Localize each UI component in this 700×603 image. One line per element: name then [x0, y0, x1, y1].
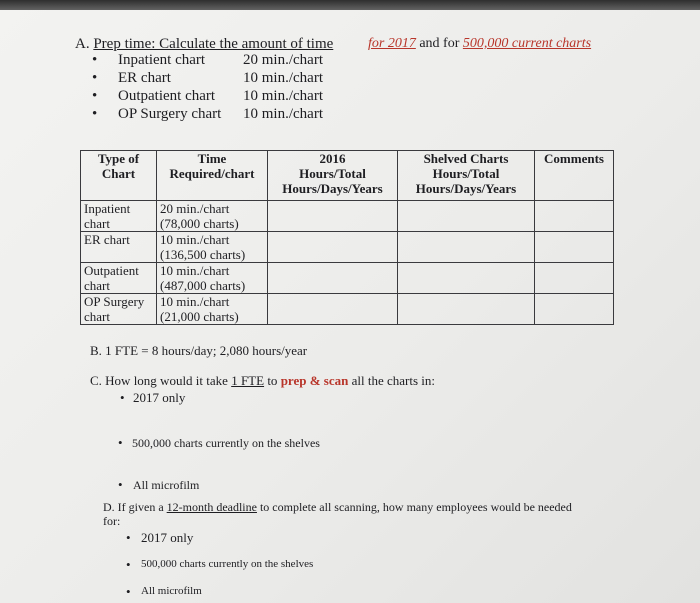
cell-2016[interactable] — [268, 201, 398, 232]
cell-shelved[interactable] — [398, 263, 535, 294]
table-row — [81, 201, 614, 232]
header-comments: Comments — [535, 151, 614, 201]
cell-2016[interactable] — [268, 232, 398, 263]
header-type: Type of Chart — [81, 151, 157, 201]
list-item-value: 10 min./chart — [243, 70, 323, 86]
cell-2016[interactable] — [268, 294, 398, 325]
bullet-icon: • — [118, 477, 123, 492]
table-row — [81, 294, 614, 325]
section-b-line: B. 1 FTE = 8 hours/day; 2,080 hours/year — [90, 343, 308, 358]
section-d-item: 500,000 charts currently on the shelves — [141, 558, 314, 570]
cell-shelved[interactable] — [398, 201, 535, 232]
bullet-icon: • — [92, 106, 98, 122]
section-c-item: All microfilm — [133, 478, 200, 492]
cell-time: 10 min./chart (21,000 charts) — [157, 294, 268, 325]
bullet-icon: • — [126, 557, 131, 572]
cell-type: ER chart — [81, 232, 157, 263]
header-shelved: Shelved Charts Hours/Total Hours/Days/Years — [398, 151, 535, 201]
cell-type: Outpatient chart — [81, 263, 157, 294]
table-row — [81, 263, 614, 294]
cell-comments[interactable] — [535, 201, 614, 232]
bullet-icon: • — [118, 435, 123, 450]
list-item-label: ER chart — [118, 70, 171, 86]
section-d-item: All microfilm — [141, 585, 202, 597]
section-c-item: 500,000 charts currently on the shelves — [132, 436, 320, 450]
cell-type: Inpatient chart — [81, 201, 157, 232]
bullet-icon: • — [92, 88, 98, 104]
list-item-label: Inpatient chart — [118, 52, 206, 68]
cell-shelved[interactable] — [398, 294, 535, 325]
bullet-icon: • — [120, 390, 125, 405]
cell-comments[interactable] — [535, 232, 614, 263]
cell-shelved[interactable] — [398, 232, 535, 263]
cell-type: OP Surgery chart — [81, 294, 157, 325]
bullet-icon: • — [126, 530, 131, 545]
bullet-icon: • — [92, 70, 98, 86]
list-item-value: 20 min./chart — [243, 52, 323, 68]
worksheet — [0, 10, 700, 603]
list-item-label: Outpatient chart — [118, 88, 216, 104]
cell-comments[interactable] — [535, 263, 614, 294]
list-item-value: 10 min./chart — [243, 88, 323, 104]
section-d-question: D. If given a 12-month deadline to complete all scanning, how many employees would be needed for: — [103, 500, 572, 528]
cell-2016[interactable] — [268, 263, 398, 294]
cell-time: 10 min./chart (487,000 charts) — [157, 263, 268, 294]
header-2016: 2016 Hours/Total Hours/Days/Years — [268, 151, 398, 201]
table-row — [81, 232, 614, 263]
charts-table — [80, 150, 614, 325]
bullet-icon: • — [126, 584, 131, 599]
section-c-question: C. How long would it take 1 FTE to prep & scan all the charts in: — [90, 373, 435, 388]
cell-time: 10 min./chart (136,500 charts) — [157, 232, 268, 263]
header-time: Time Required/chart — [157, 151, 268, 201]
table-header-row — [81, 151, 614, 201]
cell-time: 20 min./chart (78,000 charts) — [157, 201, 268, 232]
section-a-scope: for 2017 and for 500,000 current charts — [368, 36, 592, 51]
section-a-heading: A. Prep time: Calculate the amount of time — [75, 36, 334, 52]
section-d-item: 2017 only — [141, 530, 194, 545]
section-c-item: 2017 only — [133, 390, 186, 405]
list-item-label: OP Surgery chart — [118, 106, 222, 122]
cell-comments[interactable] — [535, 294, 614, 325]
bullet-icon: • — [92, 52, 98, 68]
list-item-value: 10 min./chart — [243, 106, 323, 122]
